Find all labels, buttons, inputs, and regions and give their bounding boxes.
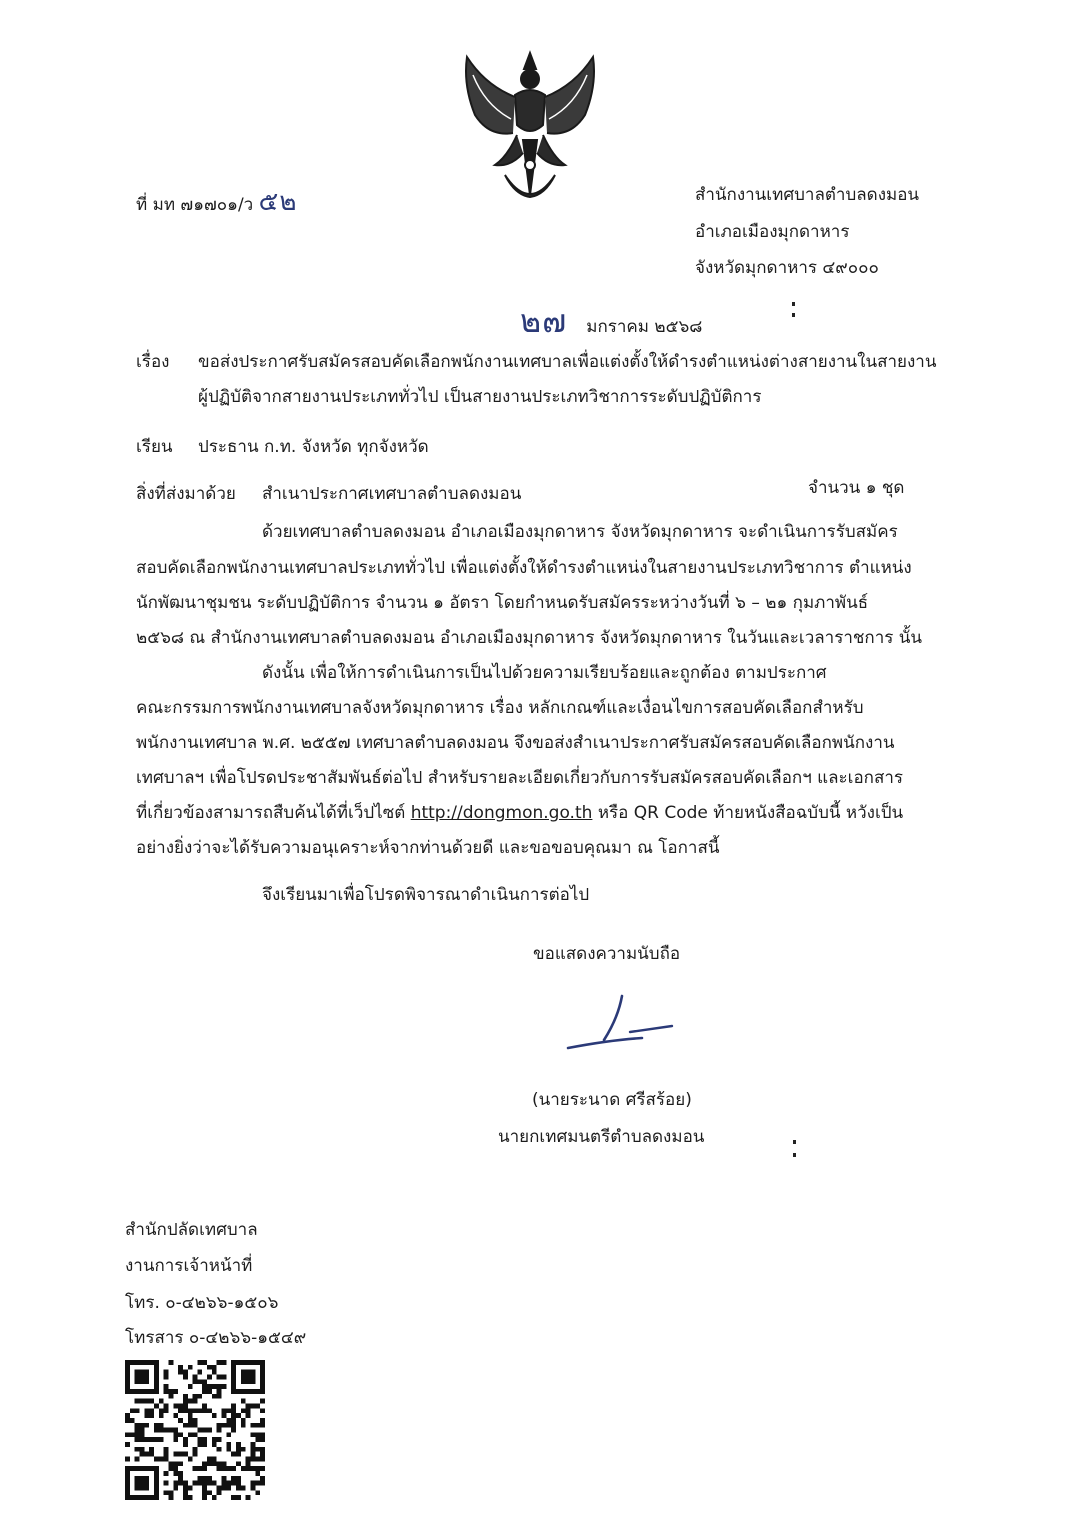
footer-section: งานการเจ้าหน้าที่ (125, 1256, 253, 1276)
enclosure-text: สำเนาประกาศเทศบาลตำบลดงมอน (262, 484, 522, 504)
body-p1-line: ด้วยเทศบาลตำบลดงมอน อำเภอเมืองมุกดาหาร จังหวัดมุกดาหาร จะดำเนินการรับสมัคร (262, 522, 898, 542)
date-month-year: มกราคม ๒๕๖๘ (586, 317, 703, 337)
subject-line-1: ขอส่งประกาศรับสมัครสอบคัดเลือกพนักงานเทศบาลเพื่อแต่งตั้งให้ดำรงตำแหน่งต่างสายงานในสายงาน (198, 352, 937, 372)
qr-code-icon[interactable] (125, 1360, 265, 1500)
salutation-text: ประธาน ก.ท. จังหวัด ทุกจังหวัด (198, 437, 429, 457)
speck (793, 1140, 796, 1144)
body-p2-line-with-link (136, 803, 903, 823)
enclosure-quantity: จำนวน ๑ ชุด (808, 478, 905, 498)
footer-fax: โทรสาร ๐-๔๒๖๖-๑๕๔๙ (125, 1328, 307, 1348)
body-p2-line: เทศบาลฯ เพื่อโปรดประชาสัมพันธ์ต่อไป สำหรับรายละเอียดเกี่ยวกับการรับสมัครสอบคัดเลือกฯ และเอกสาร (136, 768, 904, 788)
body-p2-line: พนักงานเทศบาล พ.ศ. ๒๕๕๗ เทศบาลตำบลดงมอน จึงขอส่งสำเนาประกาศรับสมัครสอบคัดเลือกพนักงาน (136, 733, 895, 753)
org-line-3: จังหวัดมุกดาหาร ๔๙๐๐๐ (695, 258, 879, 278)
body-p2-line5-pre: ที่เกี่ยวข้องสามารถสืบค้นได้ที่เว็ปไซต์ (136, 803, 406, 823)
body-p2-line: อย่างยิ่งว่าจะได้รับความอนุเคราะห์จากท่านด้วยดี และขอขอบคุณมา ณ โอกาสนี้ (136, 838, 720, 858)
subject-label: เรื่อง (136, 352, 170, 372)
body-p2-line5-post: หรือ QR Code ท้ายหนังสือฉบับนี้ หวังเป็น (597, 803, 904, 823)
date-line (520, 296, 702, 347)
website-link[interactable]: http://dongmon.go.th (410, 803, 593, 823)
subject-line-2: ผู้ปฏิบัติจากสายงานประเภททั่วไป เป็นสายงานประเภทวิชาการระดับปฏิบัติการ (198, 387, 762, 407)
reference-handwritten: ๕๒ (258, 187, 298, 217)
speck (793, 1153, 796, 1157)
handwritten-signature-icon (560, 988, 680, 1058)
body-p1-line: นักพัฒนาชุมชน ระดับปฏิบัติการ จำนวน ๑ อัตรา โดยกำหนดรับสมัครระหว่างวันที่ ๖ – ๒๑ กุมภาพันธ์ (136, 593, 869, 613)
org-line-1: สำนักงานเทศบาลตำบลดงมอน (695, 185, 920, 205)
footer-phone: โทร. ๐-๔๒๖๖-๑๕๐๖ (125, 1293, 279, 1313)
body-p2-line: คณะกรรมการพนักงานเทศบาลจังหวัดมุกดาหาร เรื่อง หลักเกณฑ์และเงื่อนไขการสอบคัดเลือกสำหรับ (136, 698, 864, 718)
org-line-2: อำเภอเมืองมุกดาหาร (695, 222, 850, 242)
speck (792, 313, 795, 317)
body-p2-line: ดังนั้น เพื่อให้การดำเนินการเป็นไปด้วยความเรียบร้อยและถูกต้อง ตามประกาศ (262, 663, 827, 683)
closing-request: จึงเรียนมาเพื่อโปรดพิจารณาดำเนินการต่อไป (262, 885, 590, 905)
speck (792, 302, 795, 306)
enclosure-label: สิ่งที่ส่งมาด้วย (136, 484, 236, 504)
body-p1-line: สอบคัดเลือกพนักงานเทศบาลประเภททั่วไป เพื่อแต่งตั้งให้ดำรงตำแหน่งในสายงานประเภทวิชาการ ตำแหน่ง (136, 558, 912, 578)
reference-prefix: ที่ มท ๗๑๗๐๑/ว (136, 195, 254, 215)
salutation-label: เรียน (136, 437, 173, 457)
signer-position: นายกเทศมนตรีตำบลดงมอน (498, 1127, 705, 1147)
body-p1-line: ๒๕๖๘ ณ สำนักงานเทศบาลตำบลดงมอน อำเภอเมืองมุกดาหาร จังหวัดมุกดาหาร ในวันและเวลาราชการ นั้น (136, 628, 923, 648)
signer-name: (นายระนาด ศรีสร้อย) (532, 1090, 692, 1110)
footer-office: สำนักปลัดเทศบาล (125, 1220, 258, 1240)
garuda-emblem-icon (445, 45, 615, 213)
date-day-handwritten: ๒๗ (520, 302, 568, 340)
closing-regards: ขอแสดงความนับถือ (533, 944, 681, 964)
reference-number (136, 187, 298, 217)
